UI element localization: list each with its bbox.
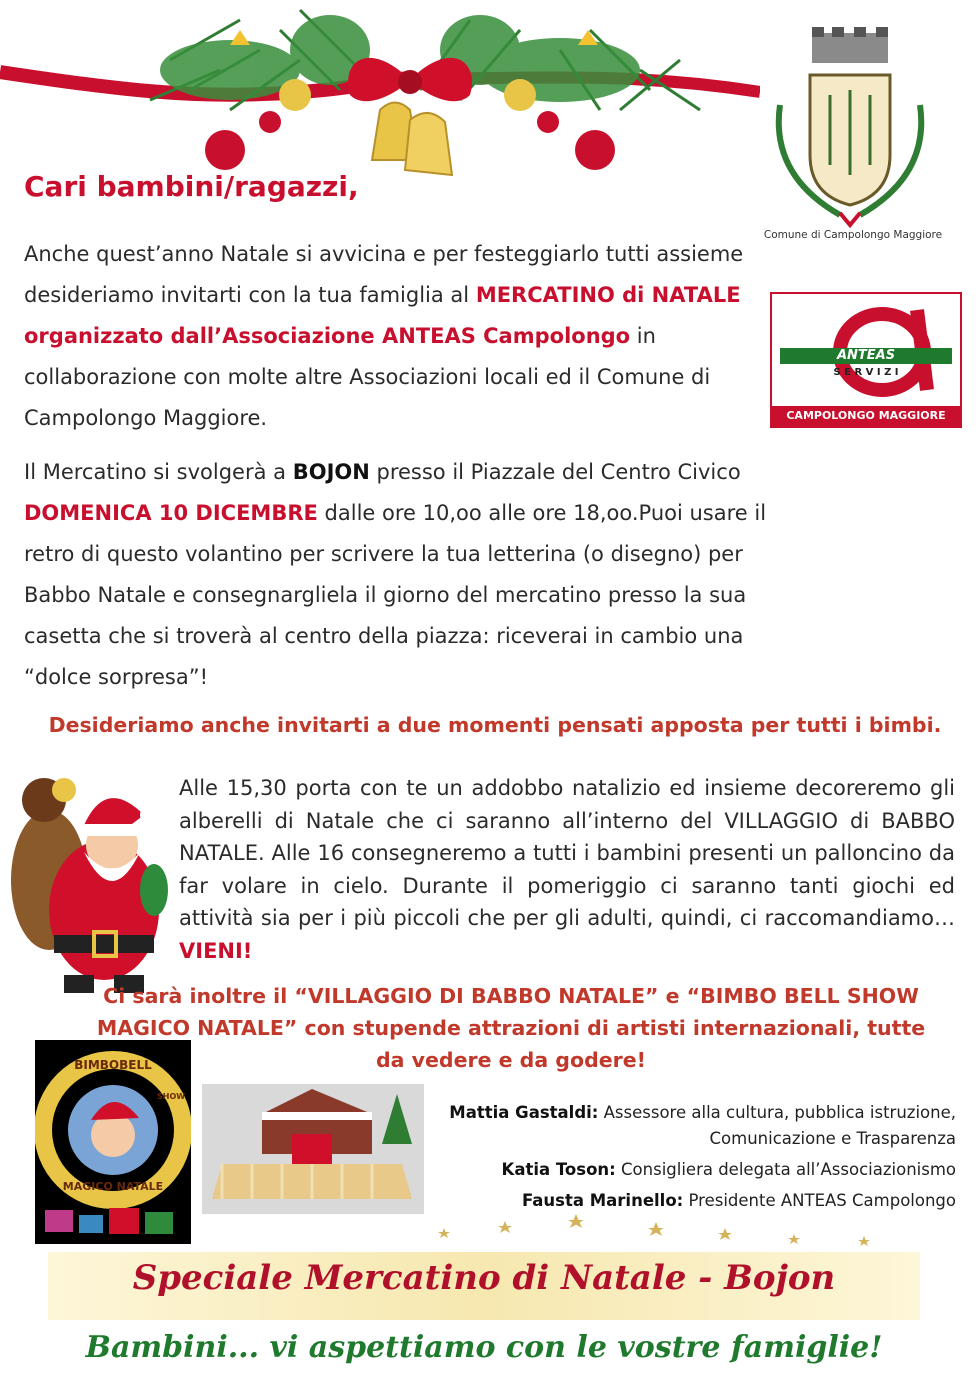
details-text-1: Il Mercatino si svolgerà a [24, 460, 293, 484]
anteas-name-bar: ANTEAS [780, 348, 952, 364]
greeting-heading: Cari bambini/ragazzi, [24, 170, 359, 203]
signature-3-role: Presidente ANTEAS Campolongo [683, 1191, 956, 1210]
intro-text-1: Anche quest’anno Natale si avvicina e per festeggiarlo tutti assieme desideriamo invitarti con la tua famiglia al [24, 242, 744, 307]
intro-highlight: MERCATINO di NATALE organizzato dall’Associazione ANTEAS Campolongo [24, 283, 741, 348]
signature-2-name: Katia Toson: [501, 1160, 616, 1179]
details-text-2: presso il Piazzale del Centro Civico [369, 460, 741, 484]
intro-text-2: in collaborazione con molte altre Associazioni locali ed il Comune di Campolongo Maggiore. [24, 324, 711, 430]
bimbobell-show-logo [35, 1040, 191, 1244]
signature-1-role: Assessore alla cultura, pubblica istruzione, [598, 1103, 956, 1122]
signature-1-role-line2: Comunicazione e Trasparenza [709, 1129, 956, 1148]
details-place: BOJON [292, 460, 370, 484]
bimbobell-title: BIMBOBELL [74, 1058, 152, 1072]
anteas-place-bar: CAMPOLONGO MAGGIORE [772, 406, 960, 426]
footer-title: Speciale Mercatino di Natale - Bojon [132, 1258, 836, 1298]
invite-line: Desideriamo anche invitarti a due momenti pensati apposta per tutti i bimbi. [48, 713, 942, 737]
santa-village-illustration [202, 1084, 424, 1214]
activities-text: Alle 15,30 porta con te un addobbo natalizio ed insieme decoreremo gli alberelli di Natale che ci saranno all’interno del VILLAGGIO di BABBO NATALE. Alle 16 consegneremo a tutti i bambini presenti un palloncino da far volare in cielo. Durante il pomeriggio ci saranno tanti giochi ed attività sia per i più piccoli che per gli adulti, quindi, ci raccomandiamo… [179, 776, 955, 930]
stars-decoration [420, 1208, 920, 1258]
signature-1 [430, 1100, 956, 1126]
bimbobell-subtitle: MAGICO NATALE [62, 1180, 164, 1193]
signature-2-role: Consigliera delegata all’Associazionismo [615, 1160, 956, 1179]
signatures-block [430, 1100, 956, 1214]
anteas-services: S E R V I Z I [833, 367, 899, 378]
attractions-paragraph: Ci sarà inoltre il “VILLAGGIO DI BABBO NATALE” e “BIMBO BELL SHOW MAGICO NATALE” con stupende attrazioni di artisti internazionali, tutte da vedere e da godere! [96, 984, 926, 1072]
municipal-crest-icon [760, 25, 940, 230]
footer-subtitle: Bambini... vi aspettiamo con le vostre famiglie! [85, 1330, 883, 1365]
activities-emphasis: VIENI! [179, 938, 253, 963]
details-text-3: dalle ore 10,oo alle ore 18,oo.Puoi usare il retro di questo volantino per scrivere la tua letterina (o disegno) per Babbo Natale e consegnargliela il giorno del mercatino presso la sua casetta che si troverà al centro della piazza: riceverai in cambio una “dolce sorpresa”! [24, 501, 767, 689]
bimbobell-show-label: SHOW [157, 1092, 186, 1101]
crest-caption: Comune di Campolongo Maggiore [763, 229, 943, 241]
santa-claus-illustration [4, 760, 174, 995]
signature-2 [430, 1157, 956, 1183]
details-paragraph [24, 452, 799, 698]
anteas-logo [770, 292, 962, 428]
signature-3-name: Fausta Marinello: [521, 1191, 684, 1210]
details-date: DOMENICA 10 DICEMBRE [24, 501, 318, 525]
signature-1-name: Mattia Gastaldi: [449, 1103, 599, 1122]
activities-paragraph [179, 772, 955, 967]
intro-paragraph [24, 234, 749, 439]
